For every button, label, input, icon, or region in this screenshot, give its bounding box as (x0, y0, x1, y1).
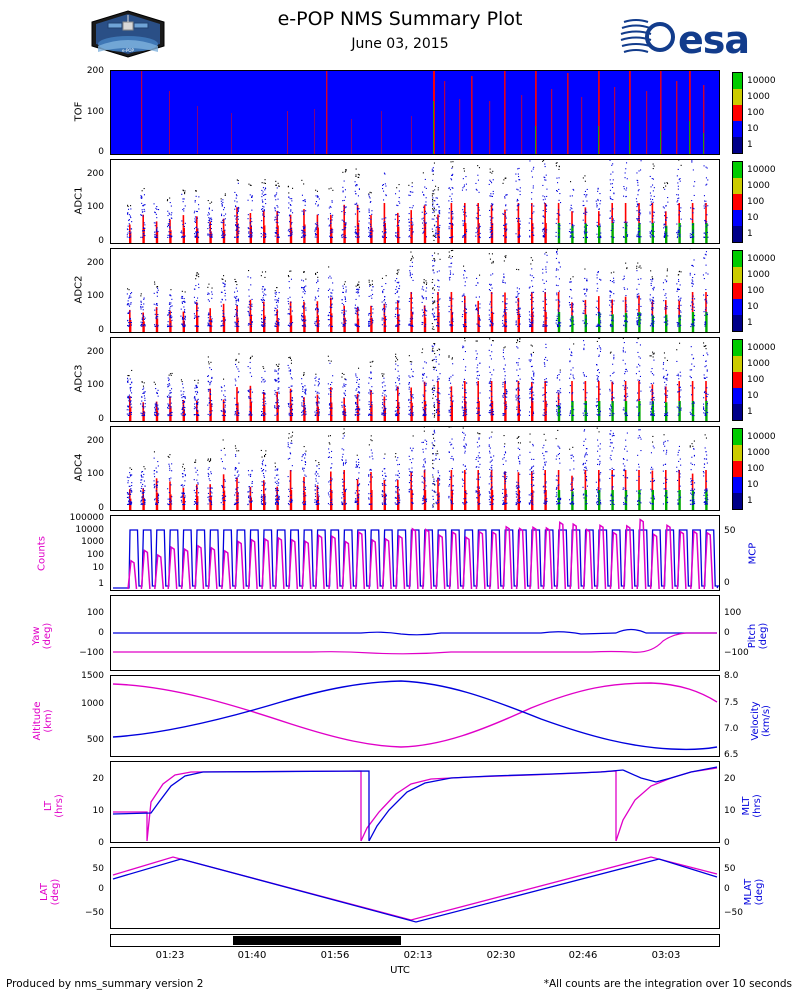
cbar-adc1-10000: 10000 (747, 165, 776, 175)
ytick-tof-200: 200 (86, 66, 104, 76)
cbar-adc1-1000: 1000 (747, 181, 770, 191)
ylabel-mlt: MLT (hrs) (741, 794, 763, 818)
cbar-adc2-1: 1 (747, 318, 753, 328)
ytick-counts-100000: 100000 (69, 513, 104, 523)
ylabel-lat: LAT (deg) (39, 878, 61, 906)
ytick-lat-0: 0 (98, 884, 104, 894)
cbar-adc2-100: 100 (747, 286, 765, 296)
ytick-vel-65: 6.5 (724, 750, 739, 760)
xtick-5: 02:46 (568, 950, 598, 961)
adc3-scatter-plot (111, 338, 719, 421)
adc2-scatter-plot (111, 249, 719, 332)
colorbar-tof (732, 72, 743, 154)
ytick-mlat-neg50: −50 (724, 908, 743, 918)
ylabel-adc1: ADC1 (73, 186, 85, 215)
ytick-lt-10: 10 (92, 806, 104, 816)
ytick-lt-0: 0 (98, 838, 104, 848)
ytick-alt-1000: 1000 (81, 699, 104, 709)
ytick-pitch-neg100: −100 (724, 648, 749, 658)
ytick-mcp-50: 50 (724, 526, 736, 536)
ytick-lat-50: 50 (92, 864, 104, 874)
ylabel-yaw: Yaw (deg) (31, 622, 53, 650)
ytick-counts-10000: 10000 (75, 525, 104, 535)
ytick-mlt-0: 0 (724, 838, 730, 848)
ytick-adc1-100: 100 (86, 202, 104, 212)
ytick-yaw-100: 100 (86, 608, 104, 618)
ytick-adc4-0: 0 (98, 503, 104, 513)
ytick-counts-1000: 1000 (81, 537, 104, 547)
colorbar-adc4 (732, 428, 743, 510)
panel-adc3 (110, 337, 720, 422)
ytick-yaw-neg100: −100 (79, 648, 104, 658)
ytick-mlt-10: 10 (724, 806, 736, 816)
lt-mlt-plot (111, 762, 719, 842)
cbar-adc2-10: 10 (747, 302, 759, 312)
ytick-mlat-0: 0 (724, 884, 730, 894)
ytick-adc2-200: 200 (86, 258, 104, 268)
ylabel-altitude: Altitude (km) (32, 701, 54, 741)
adc1-scatter-plot (111, 160, 719, 243)
cbar-tof-10: 10 (747, 124, 759, 134)
ytick-lat-neg50: −50 (85, 908, 104, 918)
lat-mlat-plot (111, 848, 719, 928)
footer-produced-by: Produced by nms_summary version 2 (6, 978, 204, 990)
xtick-1: 01:40 (237, 950, 267, 961)
altitude-velocity-plot (111, 676, 719, 756)
xaxis-label: UTC (390, 965, 410, 976)
cbar-adc4-10: 10 (747, 480, 759, 490)
ylabel-mlat: MLAT (deg) (743, 878, 765, 906)
cbar-adc2-10000: 10000 (747, 254, 776, 264)
counts-mcp-plot (111, 516, 719, 590)
cbar-tof-1000: 1000 (747, 92, 770, 102)
cbar-adc3-1000: 1000 (747, 359, 770, 369)
svg-text:e-POP: e-POP (122, 48, 134, 53)
adc4-scatter-plot (111, 427, 719, 510)
ytick-mlt-20: 20 (724, 774, 736, 784)
cbar-adc4-1000: 1000 (747, 448, 770, 458)
esa-logo (620, 12, 760, 58)
ytick-adc3-100: 100 (86, 380, 104, 390)
cbar-adc3-10: 10 (747, 391, 759, 401)
cbar-adc1-100: 100 (747, 197, 765, 207)
panel-adc2 (110, 248, 720, 333)
cbar-adc4-10000: 10000 (747, 432, 776, 442)
ylabel-adc2: ADC2 (73, 275, 85, 304)
ytick-vel-80: 8.0 (724, 671, 739, 681)
ytick-tof-0: 0 (98, 147, 104, 157)
ylabel-pitch: Pitch (deg) (747, 622, 769, 650)
cbar-adc3-1: 1 (747, 407, 753, 417)
ytick-adc2-100: 100 (86, 291, 104, 301)
panel-altitude-velocity (110, 675, 720, 757)
cbar-adc1-10: 10 (747, 213, 759, 223)
epop-satellite-logo (88, 10, 168, 58)
ytick-counts-100: 100 (86, 550, 104, 560)
colorbar-adc1 (732, 161, 743, 243)
ytick-adc3-200: 200 (86, 347, 104, 357)
cbar-tof-1: 1 (747, 140, 753, 150)
svg-text:esa: esa (678, 18, 750, 60)
xtick-4: 02:30 (486, 950, 516, 961)
ytick-adc4-200: 200 (86, 436, 104, 446)
colorbar-adc2 (732, 250, 743, 332)
cbar-adc3-10000: 10000 (747, 343, 776, 353)
ytick-adc1-0: 0 (98, 236, 104, 246)
ytick-tof-100: 100 (86, 107, 104, 117)
panel-tof (110, 70, 720, 155)
ytick-yaw-0: 0 (98, 628, 104, 638)
xtick-0: 01:23 (155, 950, 185, 961)
cbar-adc3-100: 100 (747, 375, 765, 385)
ytick-adc2-0: 0 (98, 325, 104, 335)
ylabel-mcp: MCP (747, 542, 759, 565)
ytick-pitch-100: 100 (724, 608, 742, 618)
cbar-adc2-1000: 1000 (747, 270, 770, 280)
panel-adc4 (110, 426, 720, 511)
ytick-vel-70: 7.0 (724, 724, 739, 734)
ylabel-tof: TOF (73, 101, 85, 122)
ylabel-lt: LT (hrs) (43, 794, 65, 818)
cbar-adc4-100: 100 (747, 464, 765, 474)
panel-yaw-pitch (110, 595, 720, 671)
ytick-adc3-0: 0 (98, 414, 104, 424)
ytick-alt-500: 500 (86, 735, 104, 745)
xtick-3: 02:13 (403, 950, 433, 961)
cbar-tof-100: 100 (747, 108, 765, 118)
ylabel-adc3: ADC3 (73, 364, 85, 393)
panel-adc1 (110, 159, 720, 244)
ytick-vel-75: 7.5 (724, 698, 739, 708)
page-title: e-POP NMS Summary Plot (277, 8, 523, 30)
cbar-tof-10000: 10000 (747, 76, 776, 86)
coverage-segment (233, 936, 401, 945)
cbar-adc1-1: 1 (747, 229, 753, 239)
time-coverage-bar (110, 934, 720, 947)
panel-lt-mlt (110, 761, 720, 843)
ytick-adc1-200: 200 (86, 169, 104, 179)
panel-lat-mlat (110, 847, 720, 929)
ylabel-counts: Counts (36, 536, 48, 571)
ylabel-adc4: ADC4 (73, 453, 85, 482)
xtick-6: 03:03 (651, 950, 681, 961)
ytick-counts-10: 10 (92, 563, 104, 573)
cbar-adc4-1: 1 (747, 496, 753, 506)
tof-heatmap-plot (111, 71, 719, 154)
ytick-pitch-0: 0 (724, 628, 730, 638)
footer-note: *All counts are the integration over 10 seconds (543, 978, 792, 990)
xtick-2: 01:56 (320, 950, 350, 961)
ylabel-velocity: Velocity (km/s) (750, 701, 772, 741)
ytick-mlat-50: 50 (724, 864, 736, 874)
page-subtitle-date: June 03, 2015 (351, 36, 449, 52)
yaw-pitch-plot (111, 596, 719, 670)
panel-counts-mcp (110, 515, 720, 591)
header (0, 0, 800, 66)
ytick-mcp-0: 0 (724, 578, 730, 588)
ytick-lt-20: 20 (92, 774, 104, 784)
ytick-counts-1: 1 (98, 579, 104, 589)
colorbar-adc3 (732, 339, 743, 421)
ytick-adc4-100: 100 (86, 469, 104, 479)
ytick-alt-1500: 1500 (81, 671, 104, 681)
